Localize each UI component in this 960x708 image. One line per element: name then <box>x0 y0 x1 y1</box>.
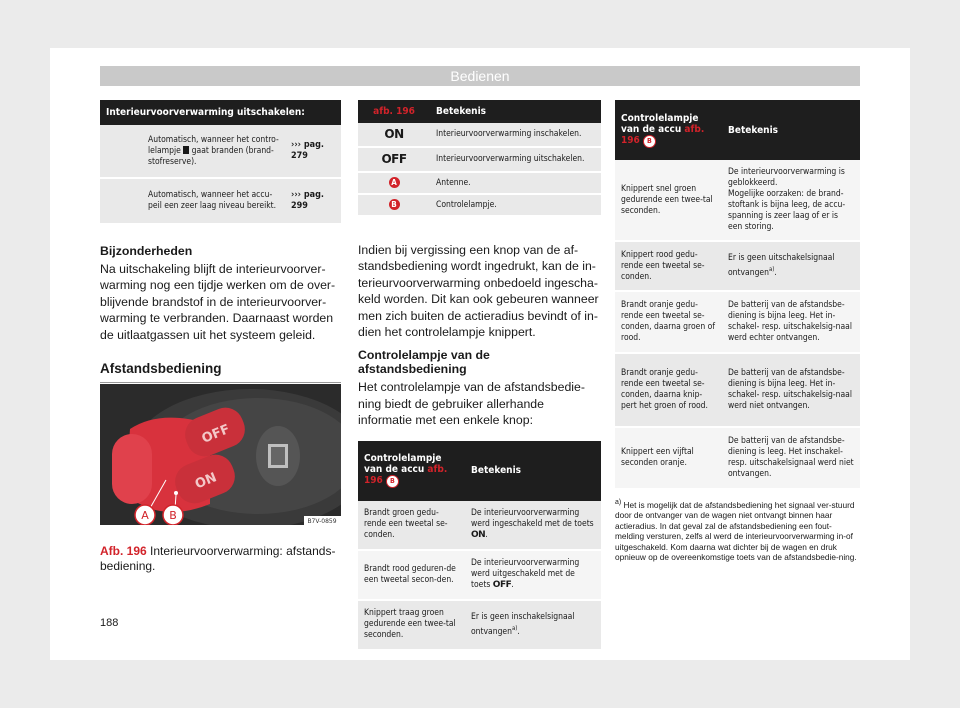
indicator-table-1: Controlelampje van de accu afb. 196 B Betekenis Brandt groen gedu-rende een tweetal se-conden. De interieurvoorverwarming werd ingeschakeld met de toets ON. Brandt rood geduren-de een tweetal secon-den. De interieurvoorverwarming werd uitgeschakeld met de toets OFF. Knippert traag groen gedurende een twee-tal seconden. Er is geen inschakelsignaal ontvangen$^{a)}$. <box>358 441 601 651</box>
figure-ref-header: afb. 196 <box>358 100 430 123</box>
on-icon: ON <box>358 123 430 147</box>
svg-text:B: B <box>169 509 177 522</box>
switch-off-table-header: Interieurvoorverwarming uitschakelen: <box>100 100 341 125</box>
svg-text:B7V-0859: B7V-0859 <box>307 518 337 525</box>
page-ref[interactable]: ››› pag. <box>291 140 324 150</box>
off-icon: OFF <box>358 147 430 172</box>
circle-a-icon: A <box>389 177 400 188</box>
subheading-indicator: Controlelampje van de afstandsbediening <box>358 348 490 377</box>
bijzonderheden-title: Bijzonderheden <box>100 244 193 258</box>
section-title: Afstandsbediening <box>100 361 341 383</box>
svg-text:A: A <box>141 509 149 522</box>
table-row: OFF Interieurvoorverwarming uitschakelen. <box>358 147 601 172</box>
table-row: Knippert een vijftal seconden oranje. De batterij van de afstandsbe-diening is leeg. Het inschakel-resp. uitschakelsignaal werd niet ontvangen. <box>615 427 860 489</box>
page-ref[interactable]: ››› pag. <box>291 190 324 200</box>
svg-text:OFF: OFF <box>199 421 233 447</box>
page-number: 188 <box>100 617 119 629</box>
indicator-table-2: Controlelampje van de accu afb. 196 B Betekenis Knippert snel groen gedurende een twee-tal seconden. De interieurvoorverwarming is geblokkeerd. Mogelijke oorzaken: de brand-stoftank is bijna leeg, de accu-spanning is zeer laag of er is een storing. Knippert rood gedu-rende een tweetal se-conden. Er is geen uitschakelsignaal ontvangen$^{a)}$. Brandt oranje gedu-rende een tweetal se-conden, daarna groen of rood. De batterij van de afstandsbe-diening is bijna leeg. Het in-schakel- resp. uitschakelsig-naal werd echter ontvangen. Brandt oranje gedu-rende een tweetal se-conden, daarna knip-pert het groen of rood. De batterij van de afstandsbe-diening is bijna leeg. Het in-schakel- resp. uitschakelsig-naal werd niet ontvangen. Knippert een vijftal seconden oranje. De batterij van de afstandsbe-diening is leeg. Het inschakel-resp. uitschakelsignaal werd niet ontvangen. <box>615 100 860 490</box>
table-row: Brandt rood geduren-de een tweetal secon-den. De interieurvoorverwarming werd uitgeschakeld met de toets OFF. <box>358 550 601 600</box>
table-row: Knippert traag groen gedurende een twee-tal seconden. Er is geen inschakelsignaal ontvangen$^{a)}$. <box>358 600 601 650</box>
footnote: $^{a)}$ Het is mogelijk dat de afstandsbediening het signaal ver-stuurd door de ontvanger van de wagen niet ontvangt binnen haar actieradius. In dat geval zal de afstandsbediening een fout-melding versturen, zelfs al werd de interieurvoorverwarming in-of uitgeschakeld. Kom daarna wat dichter bij de wagen en druk opnieuw op de overeenkomstige toets van de afstandsbedie-ning. <box>615 499 857 563</box>
svg-text:ON: ON <box>192 470 219 493</box>
paragraph-misuse: Indien bij vergissing een knop van de af-standsbediening wordt ingedrukt, kan de in-terieurvoorverwarming onbedoeld ingescha-keld worden. Dit kan ook gebeuren wanneer men zich buiten de actieradius bevindt of in-dien het controlelampje knippert. <box>358 243 599 340</box>
remote-control-figure <box>100 384 341 525</box>
page-header: Bedienen <box>100 66 860 86</box>
table-row: A Antenne. <box>358 172 601 194</box>
remote-control-image <box>100 384 341 525</box>
table-row: Knippert snel groen gedurende een twee-tal seconden. De interieurvoorverwarming is geblokkeerd. Mogelijke oorzaken: de brand-stoftank is bijna leeg, de accu-spanning is zeer laag of er is een storing. <box>615 160 860 241</box>
table-row: Brandt oranje gedu-rende een tweetal se-conden, daarna groen of rood. De batterij van de afstandsbe-diening is bijna leeg. Het in-schakel- resp. uitschakelsig-naal werd echter ontvangen. <box>615 291 860 353</box>
off-icon: OFF <box>492 580 512 591</box>
table-row: Brandt oranje gedu-rende een tweetal se-conden, daarna knip-pert het groen of rood. De batterij van de afstandsbe-diening is bijna leeg. Het in-schakel- resp. uitschakelsig-naal werd niet ontvangen. <box>615 353 860 427</box>
table-row: ON Interieurvoorverwarming inschakelen. <box>358 123 601 147</box>
circle-b-icon: B <box>643 135 656 148</box>
paragraph-indicator: Het controlelampje van de afstandsbedie-ning biedt de gebruiker allerhande informatie met een enkele knop: <box>358 380 585 428</box>
circle-b-icon: B <box>386 475 399 488</box>
table-row: Knippert rood gedu-rende een tweetal se-conden. Er is geen uitschakelsignaal ontvangen$^{a)}$. <box>615 241 860 291</box>
table-row: B Controlelampje. <box>358 194 601 216</box>
table-row: Automatisch, wanneer het contro- lelampje gaat branden (brand- stofreserve). ››› pag. 279 <box>100 125 341 178</box>
table-row: Brandt groen gedu-rende een tweetal se-conden. De interieurvoorverwarming werd ingeschakeld met de toets ON. <box>358 501 601 550</box>
left-column <box>100 100 341 383</box>
figure-caption: Afb. 196 Interieurvoorverwarming: afstands-bediening. <box>100 544 336 573</box>
switch-off-table <box>100 100 341 225</box>
on-icon: ON <box>471 530 486 541</box>
button-meaning-table: afb. 196 Betekenis ON Interieurvoorverwarming inschakelen. OFF Interieurvoorverwarming uitschakelen. A Antenne. B Controlelampje. <box>358 100 601 217</box>
middle-column <box>358 100 601 651</box>
bijzonderheden-text: Na uitschakeling blijft de interieurvoorver-warming nog een tijdje werken om de over-blijvende brandstof in de interieurvoorver-warming te verbranden. Daarnaast worden de uitlaatgassen uit het systeem geleid. <box>100 262 336 342</box>
right-column <box>615 100 860 563</box>
table-row: Automatisch, wanneer het accu-peil een zeer laag niveau bereikt. ››› pag. 299 <box>100 178 341 224</box>
circle-b-icon: B <box>389 199 400 210</box>
